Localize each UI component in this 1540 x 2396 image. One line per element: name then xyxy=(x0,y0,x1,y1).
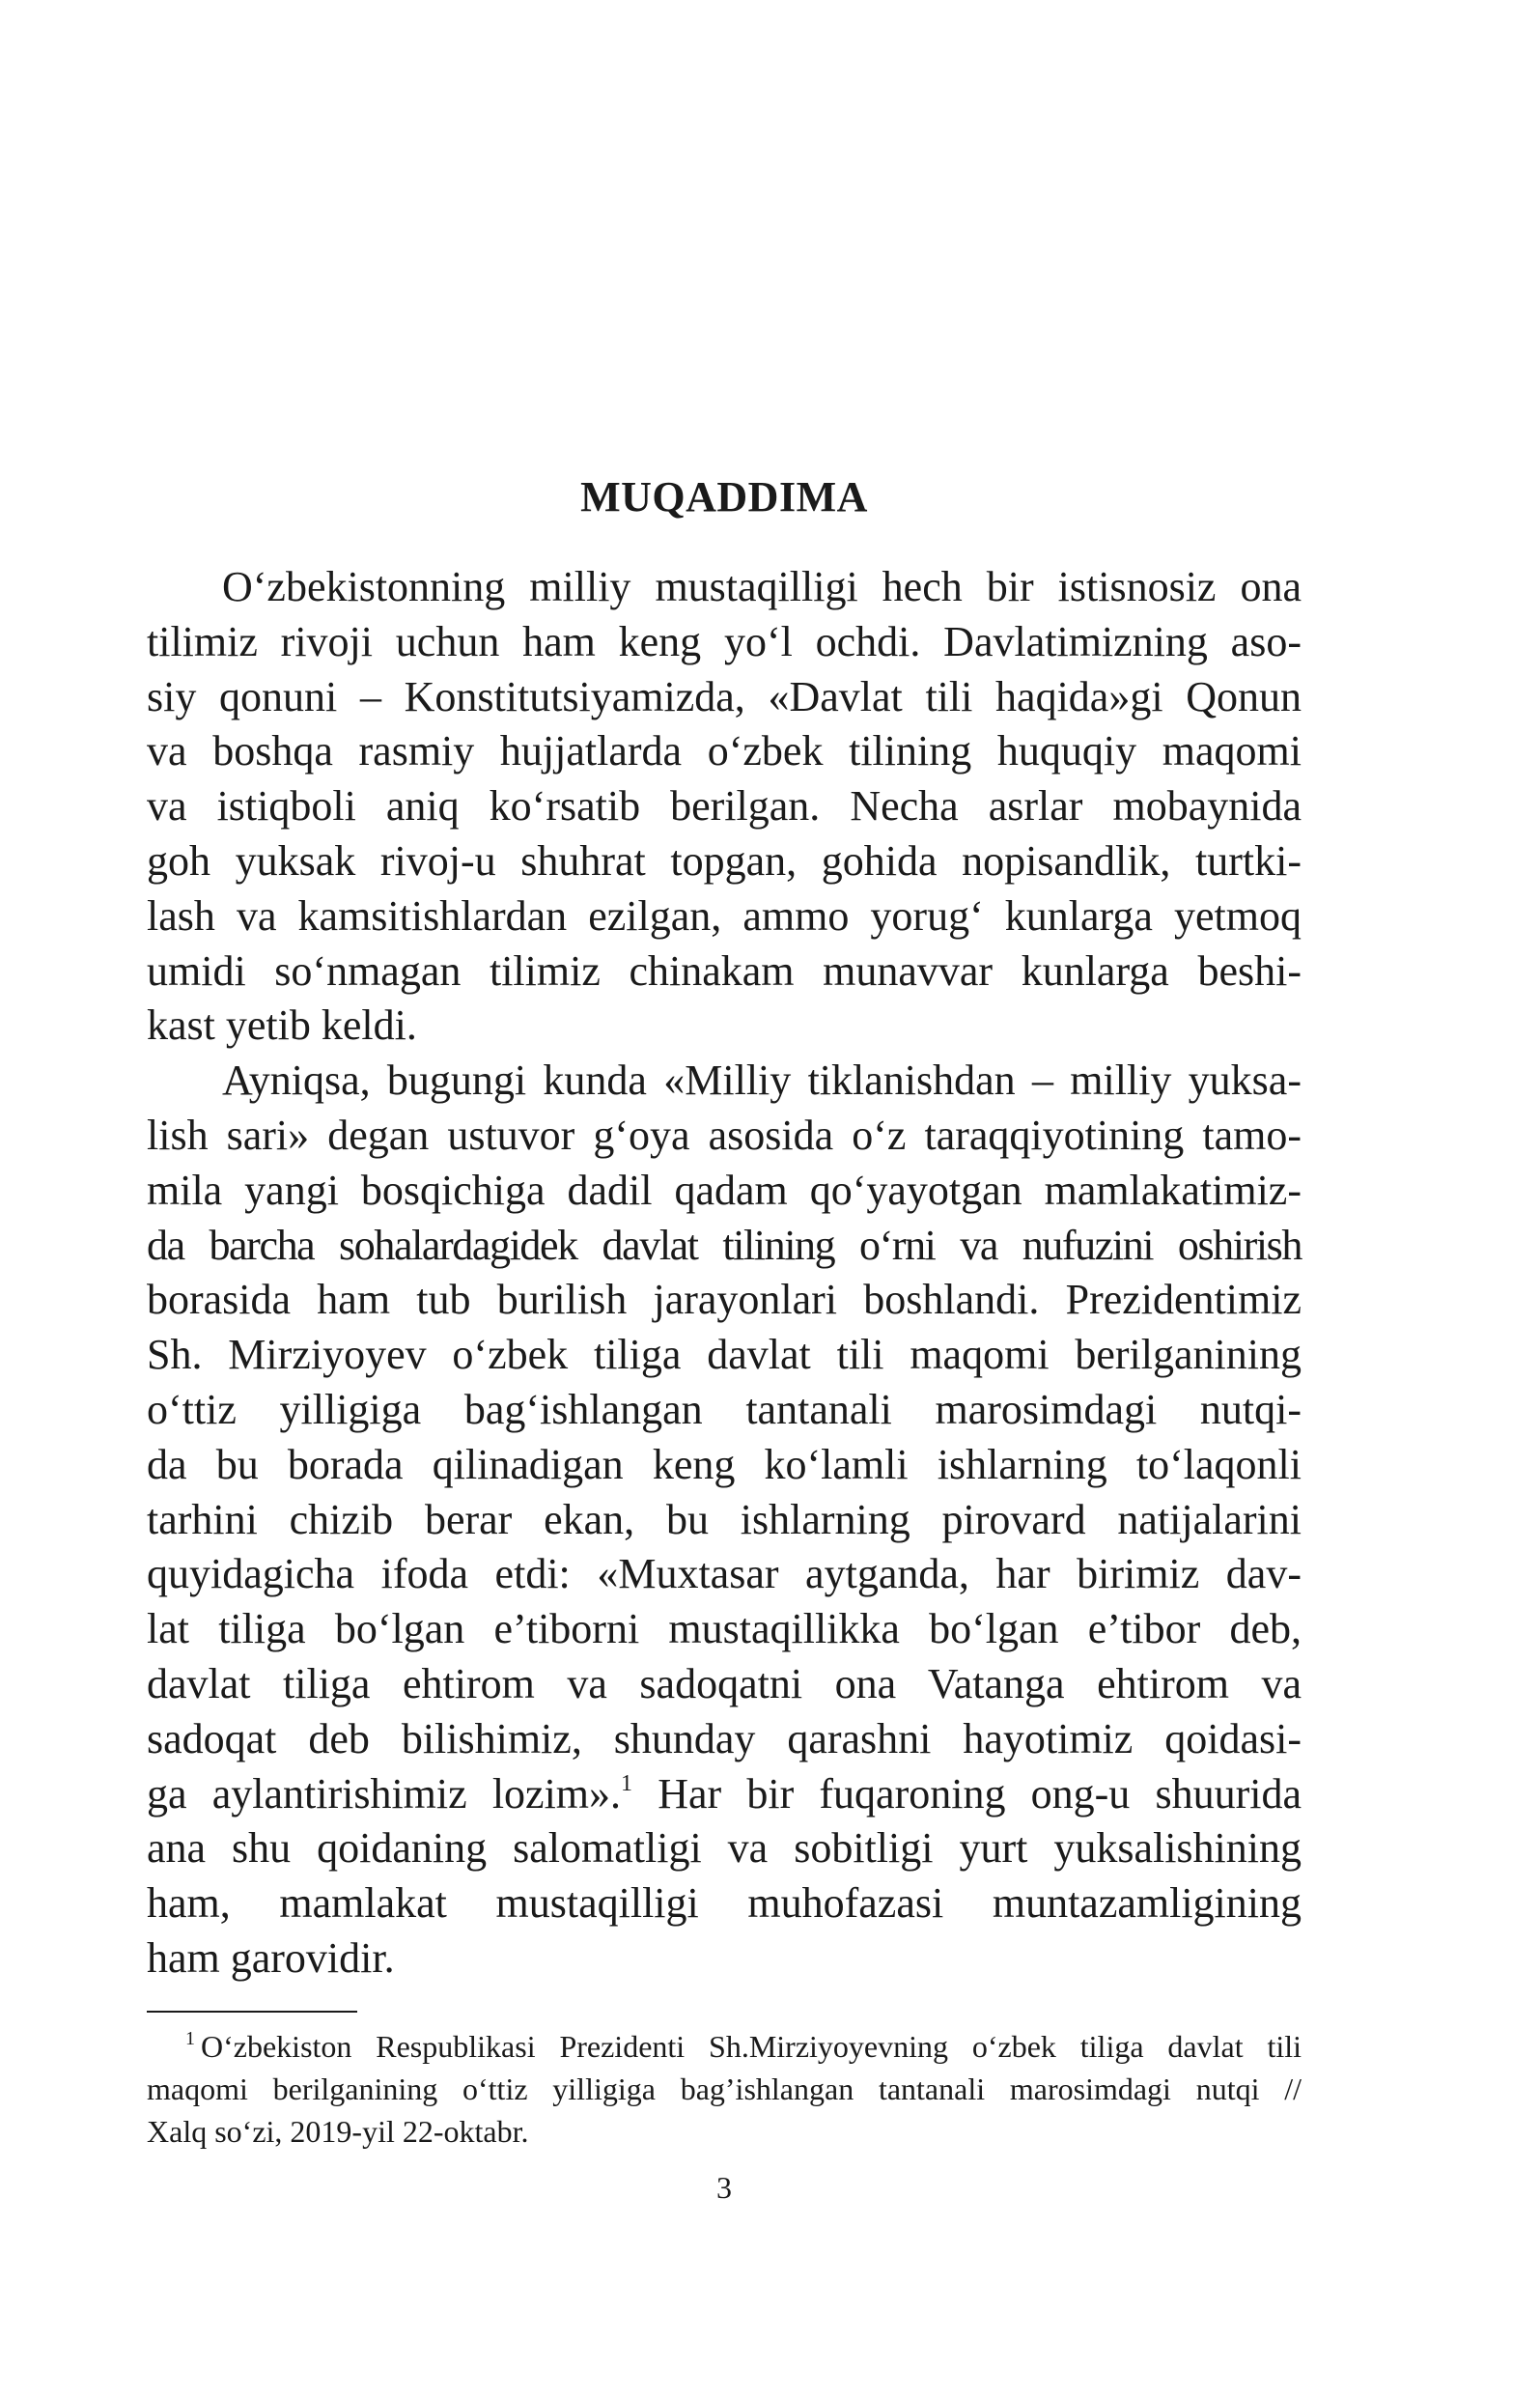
footnote-line: Xalq so‘zi, 2019-yil 22-oktabr. xyxy=(147,2114,529,2149)
text-line: siy qonuni – Konstitutsiyamizda, «Davlat tili haqida»gi Qonun xyxy=(147,672,1302,720)
text-line: umidi so‘nmagan tilimiz chinakam munavvar kunlarga beshi- xyxy=(147,946,1302,995)
page-number: 3 xyxy=(716,2170,732,2205)
text-line: quyidagicha ifoda etdi: «Muxtasar aytganda, har birimiz dav- xyxy=(147,1550,1302,1598)
text-line: goh yuksak rivoj-u shuhrat topgan, gohida nopisandlik, turtki- xyxy=(147,836,1302,885)
text-line: lish sari» degan ustuvor g‘oya asosida o‘z taraqqiyotining tamo- xyxy=(147,1111,1302,1159)
text-line: lash va kamsitishlardan ezilgan, ammo yorug‘ kunlarga yetmoq xyxy=(147,891,1302,940)
text-line: davlat tiliga ehtirom va sadoqatni ona Vatanga ehtirom va xyxy=(147,1659,1302,1707)
sentence-continuation: Har bir fuqaroning ong-u shuurida xyxy=(658,1769,1302,1818)
text-line: tarhini chizib berar ekan, bu ishlarning pirovard natijalarini xyxy=(147,1495,1302,1543)
footnote-reference: 1 xyxy=(621,1770,633,1796)
footnote-line: maqomi berilganining o‘ttiz yilligiga bag’ishlangan tantanali marosimdagi nutqi // xyxy=(147,2072,1302,2106)
text-line: kast yetib keldi. xyxy=(147,1001,417,1050)
text-line: sadoqat deb bilishimiz, shunday qarashni hayotimiz qoidasi- xyxy=(147,1714,1302,1762)
text-line: da barcha sohalardagidek davlat tilining o‘rni va nufuzini oshirish xyxy=(147,1221,1302,1269)
text-line: tilimiz rivoji uchun ham keng yo‘l ochdi. Davlatimizning aso- xyxy=(147,617,1302,665)
text-line: va istiqboli aniq ko‘rsatib berilgan. Necha asrlar mobaynida xyxy=(147,782,1302,831)
text-line: ana shu qoidaning salomatligi va sobitligi yurt yuksalishining xyxy=(147,1824,1302,1873)
quote-end-text: ga aylantirishimiz lozim». xyxy=(147,1769,622,1818)
text-line: Sh. Mirziyoyev o‘zbek tiliga davlat tili maqomi berilganining xyxy=(147,1331,1302,1379)
footnote xyxy=(147,2025,1302,2153)
text-line-with-footnote xyxy=(147,1767,1302,1822)
text-line: lat tiliga bo‘lgan e’tiborni mustaqillikka bo‘lgan e’tibor deb, xyxy=(147,1605,1302,1653)
text-line: ham garovidir. xyxy=(147,1933,395,1982)
text-line: borasida ham tub burilish jarayonlari boshlandi. Prezidentimiz xyxy=(147,1276,1302,1324)
text-line: O‘zbekistonning milliy mustaqilligi hech bir istisnosiz ona xyxy=(222,563,1302,610)
text-line: da bu borada qilinadigan keng ko‘lamli ishlarning to‘laqonli xyxy=(147,1440,1302,1488)
chapter-heading: MUQADDIMA xyxy=(580,473,868,521)
footnote-text: O‘zbekiston Respublikasi Prezidenti Sh.Mirziyoyevning o‘zbek tiliga davlat tili xyxy=(201,2029,1302,2064)
footnote-divider xyxy=(147,2011,357,2013)
text-line: ham, mamlakat mustaqilligi muhofazasi muntazamligining xyxy=(147,1879,1302,1928)
footnote-marker: 1 xyxy=(185,2028,195,2049)
footnote-line xyxy=(147,2025,1302,2068)
text-line: o‘ttiz yilligiga bag‘ishlangan tantanali marosimdagi nutqi- xyxy=(147,1385,1302,1433)
text-line: mila yangi bosqichiga dadil qadam qo‘yayotgan mamlakatimiz- xyxy=(147,1166,1302,1214)
text-line: Ayniqsa, bugungi kunda «Milliy tiklanishdan – milliy yuksa- xyxy=(222,1057,1302,1105)
body-text xyxy=(147,560,1302,1987)
text-line: va boshqa rasmiy hujjatlarda o‘zbek tilining huquqiy maqomi xyxy=(147,727,1302,775)
